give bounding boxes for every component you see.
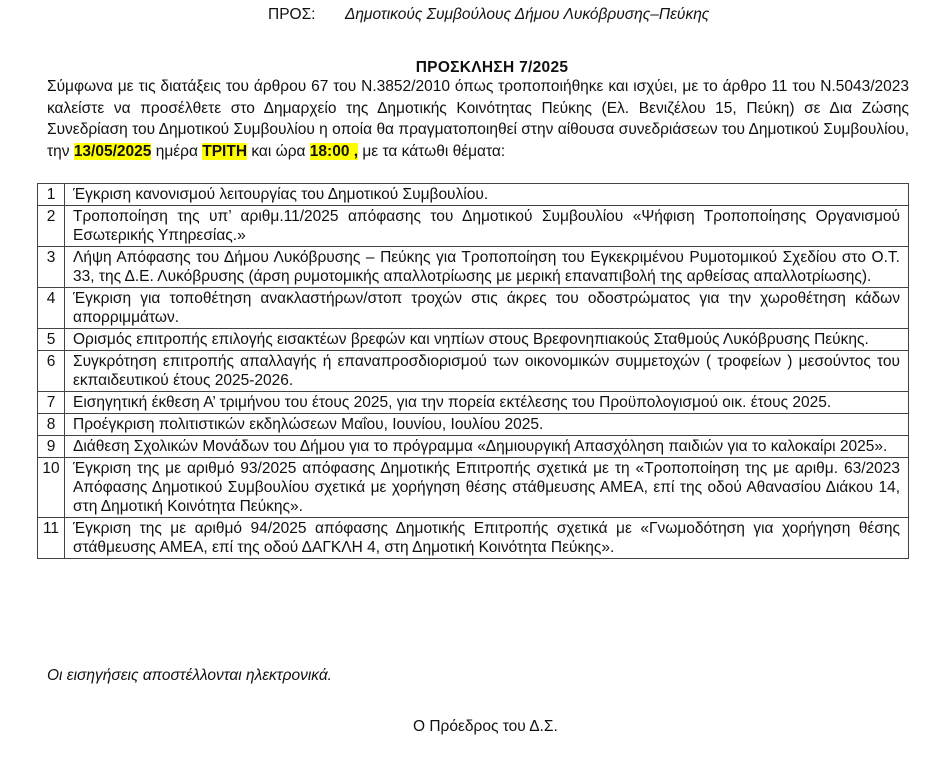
- agenda-item-number: 6: [38, 351, 65, 392]
- agenda-item-number: 8: [38, 414, 65, 436]
- signature-line: Ο Πρόεδρος του Δ.Σ.: [413, 718, 558, 735]
- agenda-item-number: 4: [38, 288, 65, 329]
- agenda-row: [38, 247, 909, 288]
- intro-text-before: Σύμφωνα με τις διατάξεις του άρθρου 67 του Ν.3852/2010 όπως τροποποιήθηκε και ισχύει, με το άρθρο 11 του Ν.5043/2023 καλείστε να προσέλθετε στο Δημαρχείο της Δημοτικής Κοινότητας Πεύκης (Ελ. Βενιζέλου 15, Πεύκη) σε Δια Ζώσης Συνεδρίαση του Δημοτικού Συμβουλίου η οποία θα πραγματοποιηθεί στην αίθουσα συνεδριάσεων του Δημοτικού Συμβουλίου, την: [47, 78, 909, 160]
- document-title-text: ΠΡΟΣΚΛΗΣΗ 7/2025: [415, 59, 569, 76]
- agenda-item-text: Διάθεση Σχολικών Μονάδων του Δήμου για το πρόγραμμα «Δημιουργική Απασχόληση παιδιών για το καλοκαίρι 2025».: [65, 436, 909, 458]
- agenda-row: [38, 351, 909, 392]
- recipient-label: ΠΡΟΣ:: [268, 6, 316, 23]
- agenda-row: [38, 458, 909, 518]
- intro-text-day: ημέρα: [151, 142, 203, 160]
- agenda-row: [38, 414, 909, 436]
- document-title: [0, 59, 944, 77]
- agenda-item-text: Συγκρότηση επιτροπής απαλλαγής ή επαναπροσδιορισμού των οικονομικών συμμετοχών ( τροφείων ) μεσούντος του εκπαιδευτικού έτους 2025-2026.: [65, 351, 909, 392]
- recipient-value: Δημοτικούς Συμβούλους Δήμου Λυκόβρυσης–Πεύκης: [345, 6, 710, 23]
- agenda-item-number: 3: [38, 247, 65, 288]
- agenda-item-number: 5: [38, 329, 65, 351]
- agenda-item-text: Ορισμός επιτροπής επιλογής εισακτέων βρεφών και νηπίων στους Βρεφονηπιακούς Σταθμούς Λυκόβρυσης Πεύκης.: [65, 329, 909, 351]
- agenda-table: [37, 183, 909, 559]
- agenda-item-number: 9: [38, 436, 65, 458]
- agenda-item-number: 2: [38, 206, 65, 247]
- intro-text-time: και ώρα: [247, 142, 310, 160]
- agenda-row: [38, 392, 909, 414]
- agenda-row: [38, 184, 909, 206]
- submission-note: Οι εισηγήσεις αποστέλλονται ηλεκτρονικά.: [47, 667, 332, 684]
- agenda-item-number: 10: [38, 458, 65, 518]
- meeting-date: 13/05/2025: [73, 142, 152, 160]
- agenda-item-number: 11: [38, 518, 65, 559]
- agenda-row: [38, 436, 909, 458]
- intro-paragraph: [47, 76, 909, 162]
- meeting-time: 18:00 ,: [309, 142, 359, 160]
- agenda-item-text: Έγκριση για τοποθέτηση ανακλαστήρων/στοπ τροχών στις άκρες του οδοστρώματος για την χωροθέτηση κάδων απορριμμάτων.: [65, 288, 909, 329]
- intro-text-after: με τα κάτωθι θέματα:: [358, 142, 506, 160]
- meeting-day: ΤΡΙΤΗ: [202, 142, 248, 160]
- agenda-row: [38, 206, 909, 247]
- agenda-item-text: Λήψη Απόφασης του Δήμου Λυκόβρυσης – Πεύκης για Τροποποίηση του Εγκεκριμένου Ρυμοτομικού Σχεδίου στο Ο.Τ. 33, της Δ.Ε. Λυκόβρυσης (άρση ρυμοτομικής απαλλοτρίωσης με μερική επαναπιβολή της αρθείσας απαλλοτρίωσης).: [65, 247, 909, 288]
- agenda-item-number: 7: [38, 392, 65, 414]
- agenda-row: [38, 518, 909, 559]
- agenda-item-text: Έγκριση της με αριθμό 94/2025 απόφασης Δημοτικής Επιτροπής σχετικά με «Γνωμοδότηση για χορήγηση θέσης στάθμευσης ΑΜΕΑ, επί της οδού ΔΑΓΚΛΗ 4, στη Δημοτική Κοινότητα Πεύκης».: [65, 518, 909, 559]
- agenda-item-text: Έγκριση της με αριθμό 93/2025 απόφασης Δημοτικής Επιτροπής σχετικά με τη «Τροποποίηση της με αριθμ. 63/2023 Απόφασης Δημοτικού Συμβουλίου σχετικά με χορήγηση θέσης στάθμευσης ΑΜΕΑ, επί της οδού Αθανασίου Διάκου 14, στη Δημοτική Κοινότητα Πεύκης».: [65, 458, 909, 518]
- agenda-item-text: Έγκριση κανονισμού λειτουργίας του Δημοτικού Συμβουλίου.: [65, 184, 909, 206]
- agenda-row: [38, 288, 909, 329]
- agenda-item-number: 1: [38, 184, 65, 206]
- agenda-row: [38, 329, 909, 351]
- agenda-item-text: Εισηγητική έκθεση Α’ τριμήνου του έτους 2025, για την πορεία εκτέλεσης του Προϋπολογισμού οικ. έτους 2025.: [65, 392, 909, 414]
- agenda-item-text: Τροποποίηση της υπ’ αριθμ.11/2025 απόφασης του Δημοτικού Συμβουλίου «Ψήφιση Τροποποίησης Οργανισμού Εσωτερικής Υπηρεσίας.»: [65, 206, 909, 247]
- agenda-item-text: Προέγκριση πολιτιστικών εκδηλώσεων Μαΐου, Ιουνίου, Ιουλίου 2025.: [65, 414, 909, 436]
